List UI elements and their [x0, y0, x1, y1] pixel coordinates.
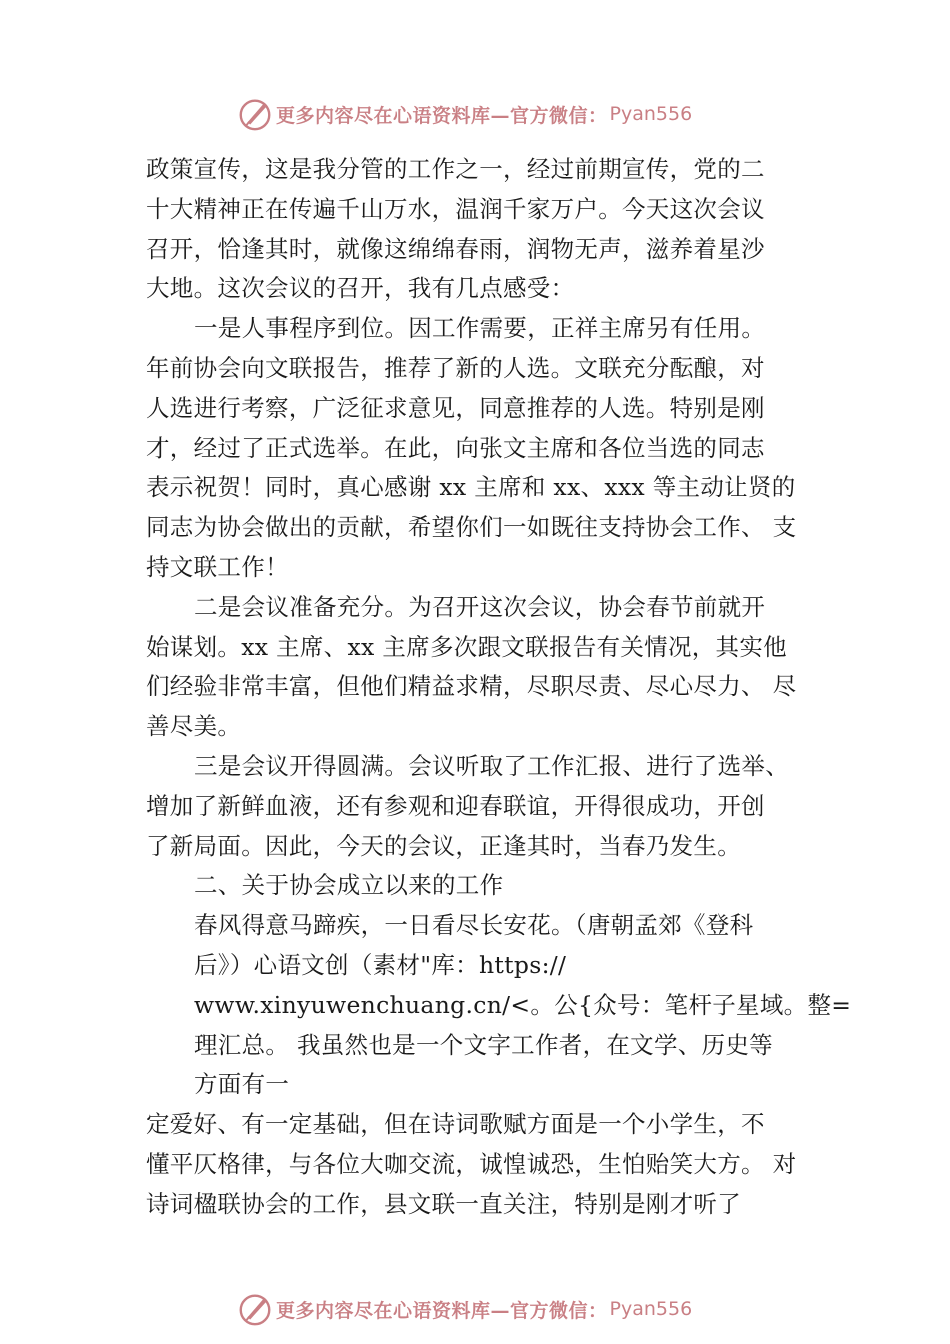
header-watermark	[236, 94, 756, 134]
text-line: 懂平仄格律，与各位大咖交流，诚惶诚恐，生怕贻笑大方。 对	[146, 1149, 797, 1178]
text-line: 二、关于协会成立以来的工作	[194, 871, 504, 900]
text-line: 二是会议准备充分。为召开这次会议，协会春节前就开	[194, 592, 766, 621]
footer-watermark-id: Pyan556	[609, 1298, 693, 1320]
text-line: 增加了新鲜血液，还有参观和迎春联谊，开得很成功，开创	[146, 791, 765, 820]
text-line: 了新局面。因此，今天的会议，正逢其时，当春乃发生。	[146, 831, 741, 860]
text-line: 们经验非常丰富，但他们精益求精，尽职尽责、尽心尽力、 尽	[146, 672, 797, 701]
text-line: www.xinyuwenchuang.cn/<。公{众号：笔杆子星域。整=	[194, 990, 852, 1019]
text-line: 后》）心语文创（素材"库：https://	[194, 950, 567, 979]
text-line: 定爱好、有一定基础，但在诗词歌赋方面是一个小学生，不	[146, 1110, 765, 1139]
footer-watermark	[236, 1289, 756, 1329]
header-watermark-id: Pyan556	[609, 103, 693, 125]
text-line: 同志为协会做出的贡献，希望你们一如既往支持协会工作、 支	[146, 513, 797, 542]
text-line: 三是会议开得圆满。会议听取了工作汇报、进行了选举、	[194, 751, 789, 780]
document-body	[146, 150, 852, 1225]
quill-logo-icon	[236, 95, 274, 133]
text-line: 十大精神正在传遍千山万水，温润千家万户。今天这次会议	[146, 194, 765, 223]
text-line: 才，经过了正式选举。在此，向张文主席和各位当选的同志	[146, 433, 765, 462]
footer-watermark-text: 更多内容尽在心语资料库—官方微信：	[276, 1299, 608, 1322]
text-line: 方面有一	[194, 1070, 290, 1099]
text-line: 春风得意马蹄疾，一日看尽长安花。（唐朝孟郊《登科	[194, 911, 754, 940]
text-line: 持文联工作！	[146, 552, 289, 581]
text-line: 人选进行考察，广泛征求意见，同意推荐的人选。特别是刚	[146, 393, 765, 422]
text-line: 始谋划。xx 主席、xx 主席多次跟文联报告有关情况，其实他	[146, 632, 787, 661]
header-watermark-text: 更多内容尽在心语资料库—官方微信：	[276, 104, 608, 127]
text-line: 诗词楹联协会的工作，县文联一直关注，特别是刚才听了	[146, 1189, 741, 1218]
quill-logo-icon	[236, 1290, 274, 1328]
text-line: 表示祝贺！同时，真心感谢 xx 主席和 xx、xxx 等主动让贤的	[146, 473, 796, 502]
text-line: 大地。这次会议的召开，我有几点感受：	[146, 274, 575, 303]
text-line: 一是人事程序到位。因工作需要，正祥主席另有任用。	[194, 314, 766, 343]
text-line: 年前协会向文联报告，推荐了新的人选。文联充分酝酿，对	[146, 353, 765, 382]
text-line: 政策宣传，这是我分管的工作之一，经过前期宣传，党的二	[146, 155, 765, 183]
text-line: 善尽美。	[146, 712, 242, 741]
text-line: 召开，恰逢其时，就像这绵绵春雨，润物无声，滋养着星沙	[146, 234, 765, 263]
text-line: 理汇总。 我虽然也是一个文字工作者，在文学、历史等	[194, 1030, 773, 1059]
